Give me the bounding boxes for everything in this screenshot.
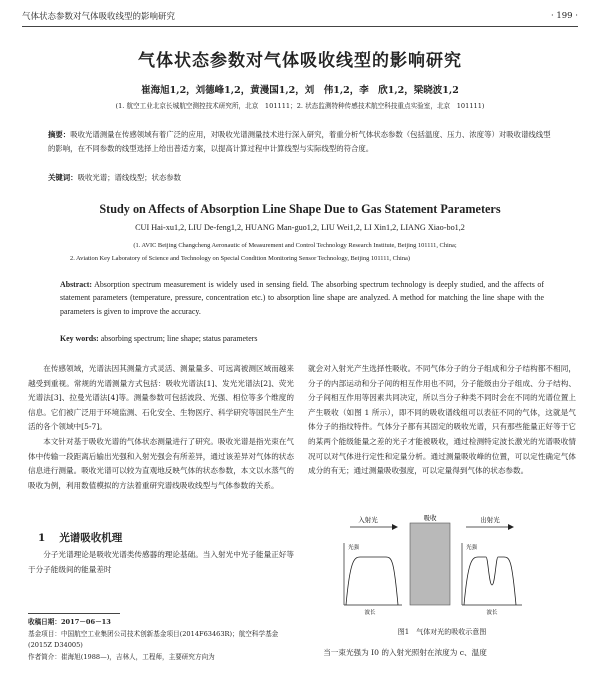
right-column-lower xyxy=(308,646,576,661)
footnote-fund: 基金项目：中国航空工业集团公司技术创新基金项目(2014F63463R)；航空科学基金(2015Z D34005) xyxy=(28,629,279,649)
left-column xyxy=(28,362,294,493)
footnote xyxy=(28,617,296,663)
header-rule xyxy=(22,26,578,27)
body-paragraph: 当一束光强为 I0 的入射光照射在浓度为 c、温度 xyxy=(323,648,487,657)
figure-label-incident: 入射光 xyxy=(358,516,378,524)
body-paragraph: 本文针对基于吸收光谱的气体状态测量进行了研究。吸收光谱是指光束在气体中传输一段距离后输出光强和入射光强会有所差异，通过该差异对气体的状态信息进行测量。吸收光谱可以较为直观地反映气体的状态参数，本文以水蒸气的吸收为例，利用数值模拟的方法着重研究谱线吸收线型与气体参数的关系。 xyxy=(28,436,294,490)
en-abstract-label: Abstract: xyxy=(60,280,92,289)
en-abstract xyxy=(60,278,544,318)
en-keywords-text: absorbing spectrum; line shape; status parameters xyxy=(100,334,258,343)
right-axis-wavelength: 波长 xyxy=(486,610,498,616)
page-number: · 199 · xyxy=(550,11,578,21)
cn-abstract xyxy=(48,128,552,156)
cn-abstract-label: 摘要： xyxy=(48,130,71,139)
en-keywords-label: Key words: xyxy=(60,334,99,343)
section-heading xyxy=(38,530,136,545)
en-affiliation xyxy=(70,239,560,265)
section-title: 光谱吸收机理 xyxy=(59,532,123,544)
cn-abstract-text: 吸收光谱测量在传感领域有着广泛的应用，对吸收光谱测量技术进行深入研究，着重分析气体状态参数（包括温度、压力、浓度等）对吸收谱线线型的影响，在不同参数的线型选择上给出普适方案，以提高计算过程中计算线型与实际线型的符合度。 xyxy=(48,130,551,153)
footnote-rule xyxy=(28,613,120,614)
en-authors: CUI Hai-xu1,2, LIU De-feng1,2, HUANG Man-guo1,2, LIU Wei1,2, LI Xin1,2, LIANG Xiao-bo1,2 xyxy=(135,223,465,232)
figure-caption: 图1 气体对光的吸收示意图 xyxy=(397,628,487,636)
right-column xyxy=(308,362,576,479)
en-affiliation-1: (1. AVIC Beijing Changcheng Aeronautic of Measurement and Control Technology Research Institute, Beijing 101111, China; xyxy=(133,242,457,249)
cn-affiliation: (1. 航空工业北京长城航空测控技术研究所，北京 101111；2. 状态监测特种传感技术航空科技重点实验室，北京 101111) xyxy=(115,102,485,110)
en-title: Study on Affects of Absorption Line Shape Due to Gas Statement Parameters xyxy=(99,202,501,216)
body-paragraph: 在传感领域，光谱法因其测量方式灵活、测量量多、可远离被测区域而越来越受到重视。常规的光谱测量方式包括：吸收光谱法[1]、发光光谱法[2]、荧光光谱法[3]、拉曼光谱法[4]等。测量参数可包括波段、光强、相位等多个维度的信息。它们被广泛用于环境监测、石化安全、生物医疗、科学研究等国民生产生活的各个领域中[5-7]。 xyxy=(28,364,294,432)
figure-label-outgoing: 出射光 xyxy=(480,516,500,524)
left-column-lower xyxy=(28,548,294,577)
running-head xyxy=(22,8,578,24)
en-keywords xyxy=(60,334,544,343)
left-axis-intensity: 光强 xyxy=(348,545,360,551)
figure-label-cell: 吸收 xyxy=(423,514,437,522)
body-paragraph: 就会对入射光产生选择性吸收。不同气体分子的分子组成和分子结构都不相同，分子的内部运动和分子间的相互作用也不同，分子能级由分子组成、分子结构、分子间相互作用等因素共同决定，所以当分子种类不同时会在不同的光谱位置上产生吸收（如图 1 所示），即不同的吸收谱线组可以表征不同的气体，这就是气体分子的指纹特件。气体分子都有其固定的吸收光谱，只有那些能量正好等于它的某两个能级能量之差的光子才能被吸收，通过检测特定波长激光的光谱吸收情况可以对气体进行定性和定量分析。通过测量吸收峰的位置，可以定性确定气体成分的有无；通过测量吸收强度，可以定量得到气体的状态参数。 xyxy=(308,364,576,476)
incident-arrowhead xyxy=(392,524,398,530)
en-affiliation-2: 2. Aviation Key Laboratory of Science and Technology on Special Condition Monitoring Sensor Technology, Beijing 101111, China) xyxy=(70,255,410,262)
cn-keywords-label: 关键词： xyxy=(48,173,78,182)
cn-keywords-text: 吸收光谱；谱线线型；状态参数 xyxy=(77,173,182,182)
en-abstract-text: Absorption spectrum measurement is widely used in sensing field. The absorbing spectrum technology is deeply studied, and the affects of statement parameters (temperature, pressure, concentration etc.) to absorption line shape are analyzed. A method for matching the line shape with the parameters is given to improve the accuracy. xyxy=(60,280,544,316)
cn-authors: 崔海旭1,2，刘德峰1,2，黄漫国1,2，刘 伟1,2，李 欣1,2，梁晓波1,2 xyxy=(141,85,459,96)
running-head-title: 气体状态参数对气体吸收线型的影响研究 xyxy=(22,12,176,22)
left-axis-wavelength: 波长 xyxy=(364,610,376,616)
body-paragraph: 分子光谱理论是吸收光谱类传感器的理论基础。当入射光中光子能量正好等于分子能级间的能量差时 xyxy=(28,550,294,574)
right-axis-intensity: 光强 xyxy=(466,545,478,551)
footnote-received: 收稿日期：2017－06－13 xyxy=(28,618,111,626)
section-number: 1 xyxy=(38,532,46,544)
transmitted-spectrum-curve xyxy=(464,557,516,605)
outgoing-arrowhead xyxy=(508,524,514,530)
cn-title: 气体状态参数对气体吸收线型的影响研究 xyxy=(138,51,462,71)
absorption-cell xyxy=(410,523,450,605)
figure-1-absorption-diagram xyxy=(330,513,530,625)
cn-keywords xyxy=(48,172,552,183)
incident-spectrum-curve xyxy=(346,557,398,605)
footnote-author: 作者简介：崔海旭(1988—)，吉林人，工程师，主要研究方向为 xyxy=(28,652,215,661)
